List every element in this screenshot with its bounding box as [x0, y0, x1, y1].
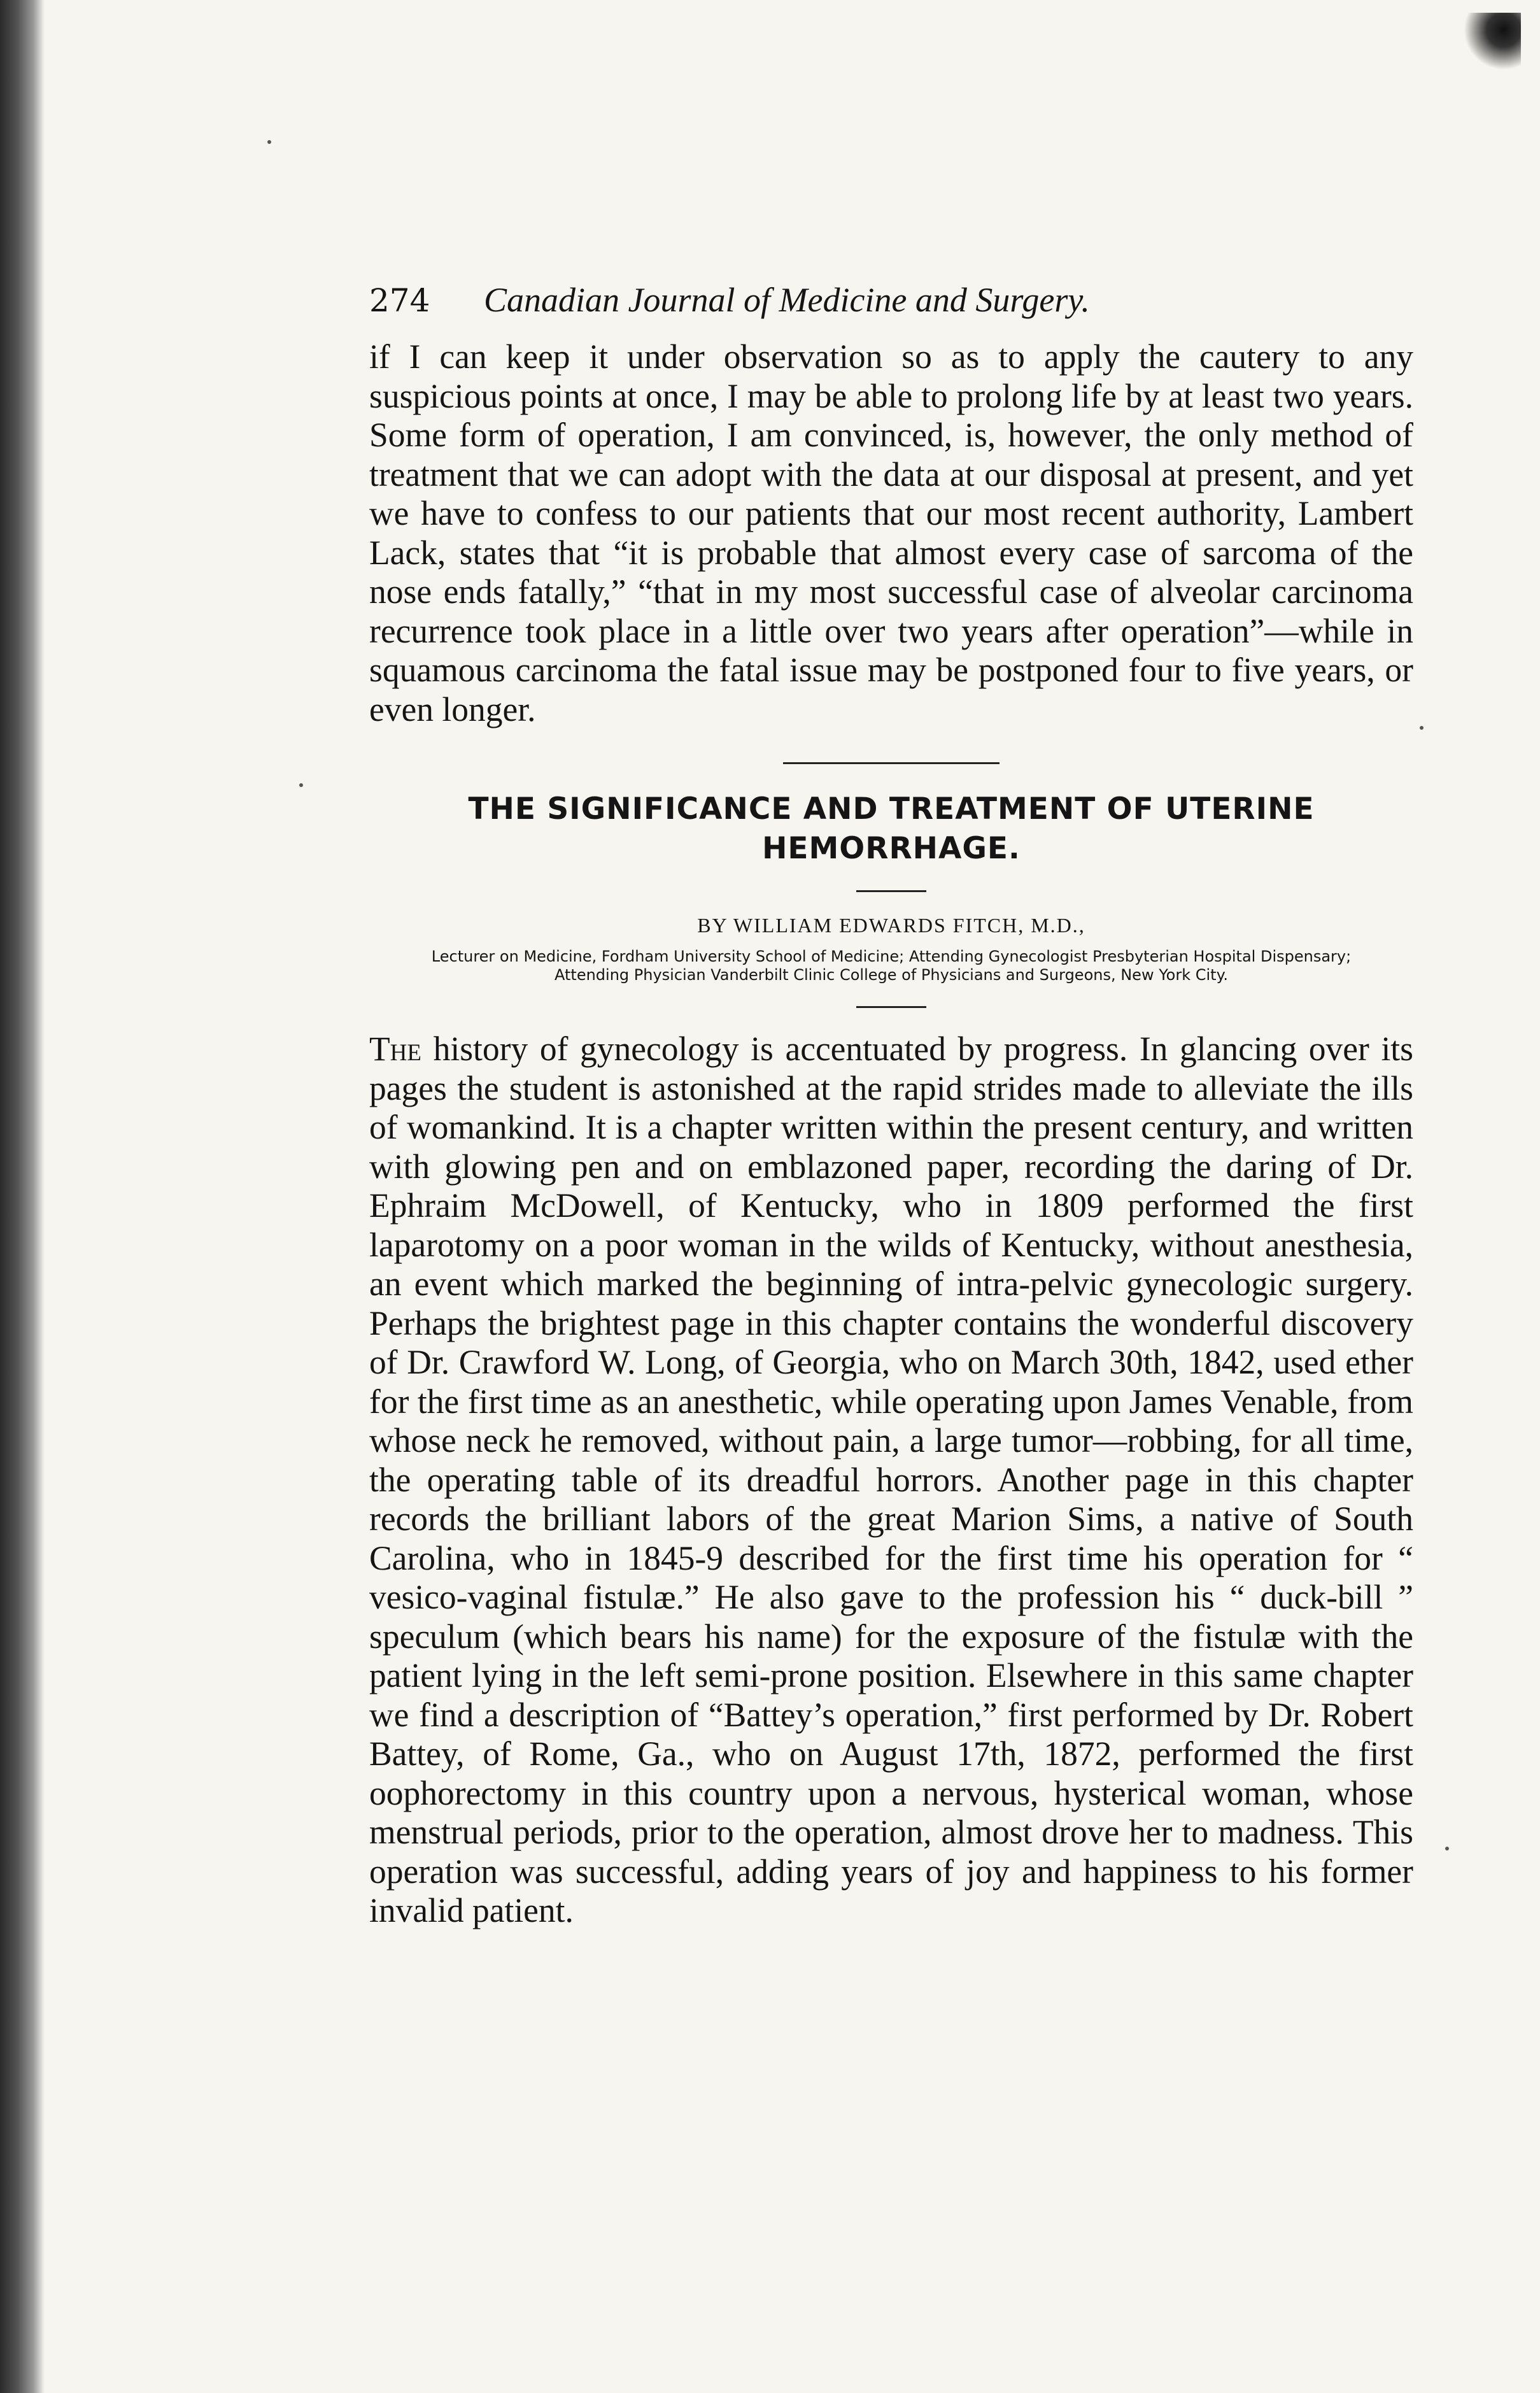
title-divider	[856, 890, 926, 892]
scan-speck	[299, 783, 303, 787]
byline-divider	[856, 1006, 926, 1008]
running-header	[369, 280, 1413, 337]
author-affiliation: Lecturer on Medicine, Fordham University School of Medicine; Attending Gynecologist Presbyterian Hospital Dispensary; Attending Physician Vanderbilt Clinic College of Physicians and Surgeons, New York City.	[431, 948, 1352, 984]
article-title-line-2: HEMORRHAGE.	[762, 831, 1021, 866]
article-body-text: history of gynecology is accentuated by progress. In glancing over its pages the student is astonished at the rapid strides made to alleviate the ills of womankind. It is a chapter written within the present century, and written with glowing pen and on emblazoned paper, recording the daring of Dr. Ephraim McDowell, of Kentucky, who in 1809 performed the first laparotomy on a poor woman in the wilds of Kentucky, without anesthesia, an event which marked the beginning of intra-pelvic gynecologic surgery. Perhaps the brightest page in this chapter contains the wonderful discovery of Dr. Crawford W. Long, of Georgia, who on March 30th, 1842, used ether for the first time as an anesthetic, while operating upon James Venable, from whose neck he removed, without pain, a large tumor—robbing, for all time, the operating table of its dreadful horrors. Another page in this chapter records the brilliant labors of the great Marion Sims, a native of South Carolina, who in 1845-9 described for the first time his operation for “ vesico-vaginal fistulæ.” He also gave to the profession his “ duck-bill ” speculum (which bears his name) for the exposure of the fistulæ with the patient lying in the left semi-prone position. Elsewhere in this same chapter we find a description of “Battey’s operation,” first performed by Dr. Robert Battey, of Rome, Ga., who on August 17th, 1872, performed the first oophorectomy in this country upon a nervous, hysterical woman, whose menstrual periods, prior to the operation, almost drove her to madness. This operation was successful, adding years of joy and happiness to his former invalid patient.	[369, 1030, 1413, 1929]
article-title-line-1: THE SIGNIFICANCE AND TREATMENT OF UTERINE	[468, 792, 1315, 827]
scanned-binding-edge	[0, 0, 45, 2393]
opening-word: The	[369, 1030, 422, 1068]
author-byline: BY WILLIAM EDWARDS FITCH, M.D.,	[697, 914, 1085, 937]
scan-speck	[1445, 1847, 1449, 1850]
journal-title: Canadian Journal of Medicine and Surgery.	[484, 281, 1090, 319]
article-body-paragraph	[369, 1030, 1413, 1931]
page-number: 274	[369, 282, 430, 319]
section-divider	[783, 762, 1000, 764]
journal-page	[369, 280, 1413, 1931]
scan-speck	[1420, 726, 1423, 730]
continued-paragraph: if I can keep it under observation so as to apply the cautery to any suspicious points at once, I may be able to prolong life by at least two years. Some form of operation, I am convinced, is, however, the only method of treatment that we can adopt with the data at our disposal at present, and yet we have to confess to our patients that our most recent authority, Lambert Lack, states that “it is probable that almost every case of sarcoma of the nose ends fatally,” “that in my most successful case of alveolar carcinoma recurrence took place in a little over two years after operation”—while in squamous carcinoma the fatal issue may be postponed four to five years, or even longer.	[369, 337, 1413, 728]
scan-corner-blemish	[1464, 13, 1521, 70]
scan-speck	[267, 140, 271, 144]
